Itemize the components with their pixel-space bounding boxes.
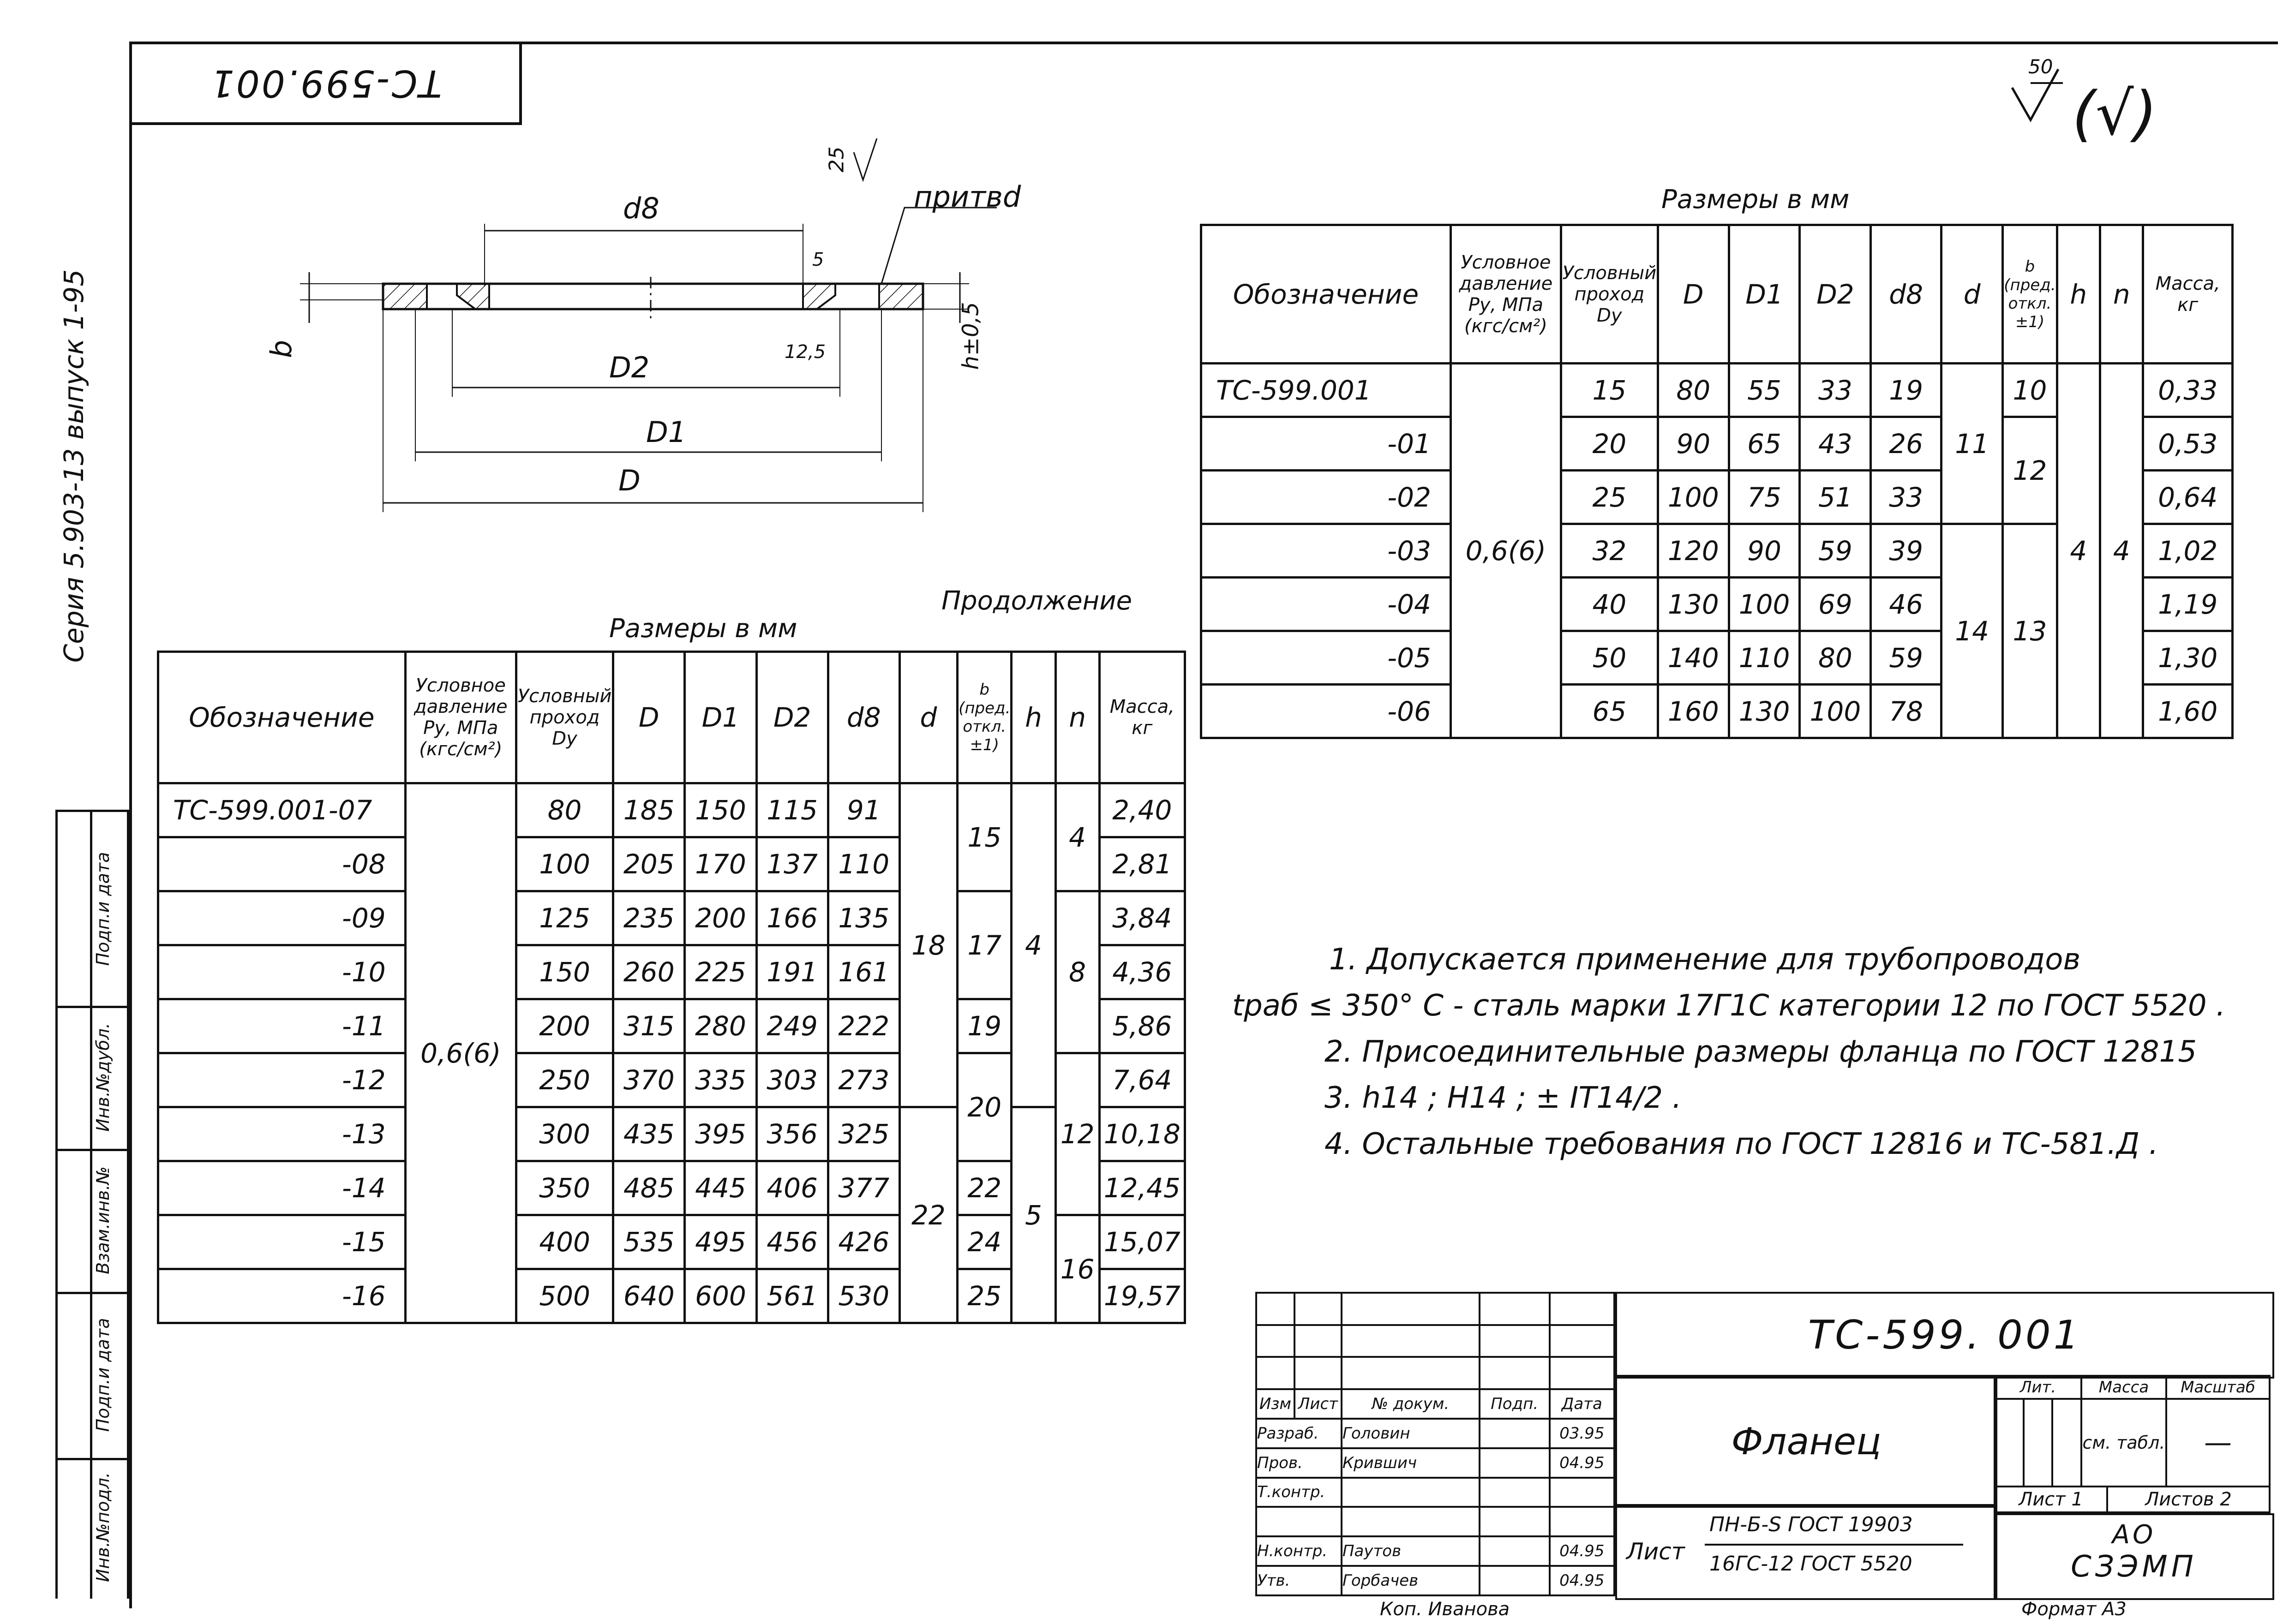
- flange-section-drawing: d8 b D2 D1 D h±0,5 12,5 5 25 притвd: [258, 138, 1043, 544]
- table-row: -13: [158, 1107, 406, 1161]
- lit-mass-scale-grid: Лит. Масса Масштаб см. табл. —: [1994, 1375, 2271, 1487]
- table-row: -15: [158, 1215, 406, 1269]
- table-row: -02: [1201, 471, 1451, 524]
- table-row: -08: [158, 837, 406, 891]
- roughness-mark: 50 (√): [2003, 60, 2187, 152]
- table-row: -06: [1201, 685, 1451, 738]
- part-name-cell: Фланец: [1615, 1375, 1997, 1508]
- bottom-dimensions-table: Обозначение Условное давление Ру, МПа (кгс/см²) Условный проход Dу D D1 D2 d8 d b (пред. откл. ±1) h n Масса, кг ТС-599.001-07 0,6(6) 80 185 150 115 91 18 15 4 4 2,40 -08 100 205 170 137 110 2,81 -09 125 235 200 166 135 17 8 3,84 -10 150 260 225 191 161 4,36 -11 200 315 280 249 222 19 5,86 -12 250 370 335 303 273 20 12 7,64 -13 300 435 395 356 325 22 5 10,18 -14 350 485 445 406 377 22 12,45 -15 400 535 495 456 426 24 16 15,07 -16 500 640 600 561 530 25 19,57: [157, 651, 1186, 1324]
- continuation-label: Продолжение: [941, 586, 1133, 616]
- table-row: -05: [1201, 631, 1451, 685]
- table-row: -12: [158, 1053, 406, 1107]
- rotated-drawing-code: ТС-599.001: [132, 44, 522, 125]
- drawing-code-cell: ТС-599. 001: [1615, 1292, 2274, 1379]
- table-row: -14: [158, 1161, 406, 1215]
- organization-cell: АО СЗЭМП: [1994, 1513, 2274, 1600]
- top-dimensions-table: Обозначение Условное давление Ру, МПа (кгс/см²) Условный проход Dу D D1 D2 d8 d b (пред. откл. ±1) h n Масса, кг ТС-599.001 0,6(6) 15 80 55 33 19 11 10 4 4 0,33 -01 20 90 65 43 26 12 0,53 -02 25 100 75 51 33 0,64 -03 32 120 90 59 39 14 13 1,02 -04 40 130 100 69 46 1,19 -05 50 140 110 80 59 1,30 -06 65 160 130 100 78 1,60: [1200, 224, 2234, 739]
- revision-grid: Изм Лист № докум. Подп. Дата Разраб. Головин 03.95 Пров. Крившич 04.95 Т.контр. Н.контр. Паутов 04.95 Утв. Горбачев 04.95: [1255, 1292, 1615, 1596]
- table-row: -11: [158, 999, 406, 1053]
- table-row: -03: [1201, 524, 1451, 578]
- paper-format: Формат А3: [2021, 1599, 2127, 1620]
- table-row: -04: [1201, 578, 1451, 631]
- table-row: -09: [158, 891, 406, 945]
- approval-strip: Подп.и дата Инв.№дубл. Взам.инв.№ Подп.и дата Инв.№подл.: [55, 810, 129, 1599]
- table-row: -10: [158, 945, 406, 999]
- copied-by: Коп. Иванова: [1380, 1599, 1510, 1620]
- bottom-table-caption: Размеры в мм: [609, 614, 797, 644]
- table-row: -16: [158, 1269, 406, 1323]
- material-cell: Лист ПН-Б-S ГОСТ 19903 16ГС-12 ГОСТ 5520: [1615, 1504, 1997, 1600]
- title-block: [1255, 1292, 2275, 1596]
- sheet-grid: Лист 1 Листов 2: [1994, 1486, 2271, 1513]
- table-row: ТС-599.001: [1201, 364, 1451, 417]
- technical-notes: 1. Допускается применение для трубопроводов tраб ≤ 350° С - сталь марки 17Г1С категории 12 по ГОСТ 5520 . 2. Присоединительные размеры фланца по ГОСТ 12815 3. h14 ; H14 ; ± IT14/2 . 4. Остальные требования по ГОСТ 12816 и ТС-581.Д .: [1232, 943, 2226, 1161]
- series-label: Серия 5.903-13 выпуск 1-95: [58, 269, 90, 663]
- table-row: -01: [1201, 417, 1451, 471]
- top-table-caption: Размеры в мм: [1661, 185, 1850, 215]
- table-row: ТС-599.001-07: [158, 783, 406, 837]
